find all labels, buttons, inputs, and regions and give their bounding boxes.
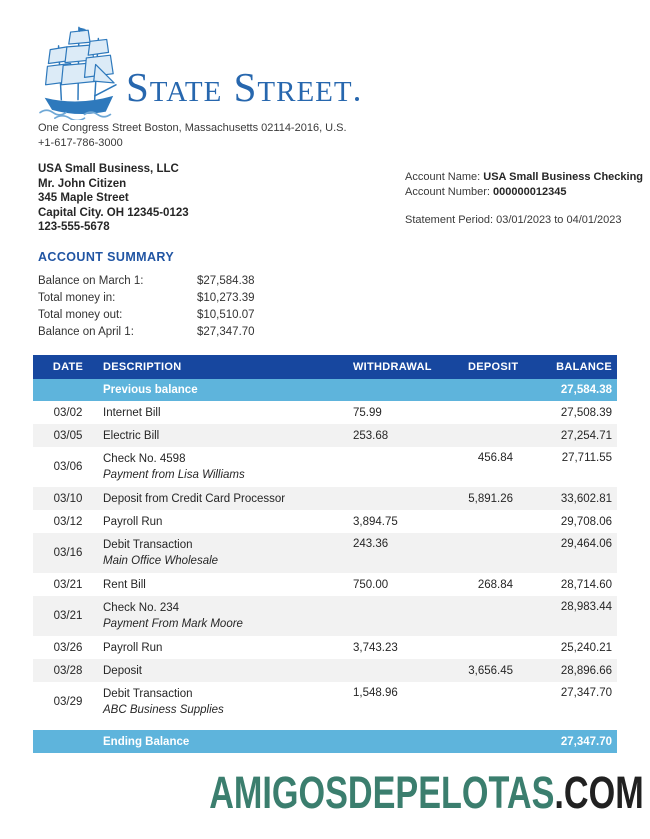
txn-description-main: Debit Transaction bbox=[103, 688, 193, 700]
customer-line: USA Small Business, LLC bbox=[38, 163, 179, 175]
summary-row bbox=[38, 324, 255, 341]
summary-row bbox=[38, 289, 255, 306]
brand-header bbox=[36, 20, 359, 120]
account-number-label: Account Number: bbox=[405, 185, 490, 198]
txn-description-main: Rent Bill bbox=[103, 578, 146, 591]
txn-description bbox=[103, 405, 353, 421]
customer-block bbox=[38, 162, 189, 235]
state-street-ship-logo bbox=[36, 20, 120, 120]
txn-deposit bbox=[468, 596, 538, 601]
txn-withdrawal: 3,743.23 bbox=[353, 641, 398, 654]
txn-deposit: 3,656.45 bbox=[468, 664, 513, 677]
summary-row bbox=[38, 272, 255, 289]
bank-address-line1: One Congress Street Boston, Massachusetts 02114-2016, U.S. bbox=[38, 122, 347, 134]
txn-withdrawal: 253.68 bbox=[353, 429, 389, 442]
txn-balance: 29,708.06 bbox=[560, 515, 612, 528]
txn-date: 03/06 bbox=[53, 461, 83, 473]
account-number-value: 000000012345 bbox=[493, 185, 567, 198]
table-row bbox=[33, 401, 617, 424]
txn-description-note: Main Office Wholesale bbox=[103, 555, 219, 567]
txn-deposit bbox=[468, 682, 538, 687]
table-row bbox=[33, 573, 617, 596]
txn-withdrawal: 3,894.75 bbox=[353, 515, 398, 528]
txn-deposit: 456.84 bbox=[477, 452, 513, 464]
statement-period-label: Statement Period: bbox=[405, 214, 494, 226]
ending-balance-label: Ending Balance bbox=[103, 735, 190, 748]
txn-description-main: Payroll Run bbox=[103, 641, 163, 654]
summary-label: Total money out: bbox=[38, 308, 123, 321]
txn-withdrawal: 1,548.96 bbox=[353, 687, 398, 699]
transactions-table bbox=[33, 355, 617, 753]
header-balance: BALANCE bbox=[556, 361, 612, 373]
txn-deposit: 5,891.26 bbox=[468, 492, 513, 505]
customer-line: Capital City. OH 12345-0123 bbox=[38, 206, 189, 219]
table-row bbox=[33, 533, 617, 573]
summary-label: Balance on April 1: bbox=[38, 326, 134, 339]
summary-value: $10,273.39 bbox=[197, 291, 255, 304]
account-number-row bbox=[405, 185, 643, 200]
txn-description bbox=[103, 686, 353, 718]
table-row bbox=[33, 424, 617, 447]
txn-balance: 25,240.21 bbox=[560, 641, 612, 654]
txn-date: 03/28 bbox=[53, 664, 83, 677]
watermark bbox=[209, 767, 644, 818]
txn-date: 03/26 bbox=[53, 641, 83, 654]
txn-description bbox=[103, 640, 353, 656]
txn-description-note: Payment From Mark Moore bbox=[103, 618, 243, 630]
customer-line: 123-555-5678 bbox=[38, 221, 110, 234]
txn-withdrawal bbox=[353, 447, 468, 452]
txn-description bbox=[103, 451, 353, 483]
txn-balance: 29,464.06 bbox=[560, 538, 612, 550]
header-date: DATE bbox=[52, 361, 84, 373]
txn-balance: 27,508.39 bbox=[560, 406, 612, 419]
account-summary-title: ACCOUNT SUMMARY bbox=[38, 250, 175, 264]
header-description: DESCRIPTION bbox=[103, 361, 182, 373]
account-summary-table bbox=[38, 272, 255, 341]
txn-balance: 27,347.70 bbox=[560, 687, 612, 699]
txn-description bbox=[103, 600, 353, 632]
txn-date: 03/02 bbox=[53, 406, 83, 419]
txn-balance: 33,602.81 bbox=[560, 492, 612, 505]
table-row bbox=[33, 510, 617, 533]
table-row bbox=[33, 596, 617, 636]
txn-description-main: Check No. 234 bbox=[103, 602, 180, 614]
transaction-rows bbox=[33, 401, 617, 722]
summary-value: $27,347.70 bbox=[197, 326, 255, 339]
customer-line: Mr. John Citizen bbox=[38, 177, 127, 190]
account-name-label: Account Name: bbox=[405, 171, 481, 183]
txn-withdrawal: 750.00 bbox=[353, 578, 389, 591]
summary-label: Total money in: bbox=[38, 291, 116, 304]
txn-withdrawal: 75.99 bbox=[353, 406, 382, 419]
txn-description-main: Electric Bill bbox=[103, 429, 160, 442]
txn-date: 03/05 bbox=[53, 429, 83, 442]
txn-description-main: Deposit bbox=[103, 664, 142, 677]
account-name-row bbox=[405, 170, 643, 185]
summary-value: $27,584.38 bbox=[197, 274, 255, 287]
txn-description-note: Payment from Lisa Williams bbox=[103, 469, 245, 481]
txn-description-note: ABC Business Supplies bbox=[103, 704, 224, 716]
brand-name-text: State Street bbox=[126, 64, 353, 110]
txn-date: 03/29 bbox=[53, 696, 83, 708]
ending-balance-value: 27,347.70 bbox=[560, 735, 612, 748]
txn-date: 03/21 bbox=[53, 610, 83, 622]
table-row bbox=[33, 659, 617, 682]
txn-description bbox=[103, 537, 353, 569]
statement-period-row bbox=[405, 213, 643, 228]
header-withdrawal: WITHDRAWAL bbox=[353, 361, 432, 373]
header-deposit: DEPOSIT bbox=[468, 361, 519, 373]
table-row bbox=[33, 447, 617, 487]
previous-balance-label: Previous balance bbox=[103, 384, 198, 396]
table-row bbox=[33, 636, 617, 659]
summary-row bbox=[38, 306, 255, 323]
txn-deposit: 268.84 bbox=[477, 578, 513, 591]
txn-balance: 28,896.66 bbox=[560, 664, 612, 677]
watermark-suffix: .COM bbox=[554, 767, 644, 818]
bank-address bbox=[38, 121, 347, 150]
customer-line: 345 Maple Street bbox=[38, 192, 129, 205]
txn-description bbox=[103, 577, 353, 593]
summary-value: $10,510.07 bbox=[197, 308, 255, 321]
txn-description-main: Check No. 4598 bbox=[103, 453, 186, 465]
table-header-row bbox=[33, 355, 617, 379]
txn-date: 03/10 bbox=[53, 492, 83, 505]
summary-label: Balance on March 1: bbox=[38, 274, 144, 287]
txn-balance: 28,983.44 bbox=[560, 601, 612, 613]
ending-balance-row bbox=[33, 730, 617, 753]
txn-description bbox=[103, 663, 353, 679]
txn-balance: 28,714.60 bbox=[560, 578, 612, 591]
txn-description-main: Debit Transaction bbox=[103, 539, 193, 551]
txn-withdrawal: 243.36 bbox=[353, 538, 389, 550]
txn-description bbox=[103, 428, 353, 444]
txn-deposit bbox=[468, 533, 538, 538]
watermark-main: AMIGOSDEPELOTAS bbox=[209, 767, 555, 818]
account-name-value: USA Small Business Checking bbox=[483, 171, 644, 183]
txn-description bbox=[103, 491, 353, 507]
txn-description-main: Internet Bill bbox=[103, 406, 161, 419]
txn-description-main: Deposit from Credit Card Processor bbox=[103, 492, 286, 505]
table-row bbox=[33, 487, 617, 510]
previous-balance-value: 27,584.38 bbox=[560, 384, 612, 396]
txn-description bbox=[103, 514, 353, 530]
txn-date: 03/16 bbox=[53, 547, 83, 559]
txn-balance: 27,711.55 bbox=[561, 452, 612, 464]
txn-balance: 27,254.71 bbox=[560, 429, 612, 442]
account-info bbox=[405, 170, 643, 228]
bank-phone: +1-617-786-3000 bbox=[38, 136, 123, 149]
table-row bbox=[33, 682, 617, 722]
txn-description-main: Payroll Run bbox=[103, 515, 163, 528]
brand-name bbox=[126, 64, 359, 110]
previous-balance-row bbox=[33, 379, 617, 401]
statement-period-value: 03/01/2023 to 04/01/2023 bbox=[496, 214, 622, 226]
txn-withdrawal bbox=[353, 596, 468, 601]
txn-date: 03/12 bbox=[53, 515, 83, 528]
txn-date: 03/21 bbox=[53, 578, 83, 591]
trademark-dot-icon bbox=[355, 97, 359, 101]
